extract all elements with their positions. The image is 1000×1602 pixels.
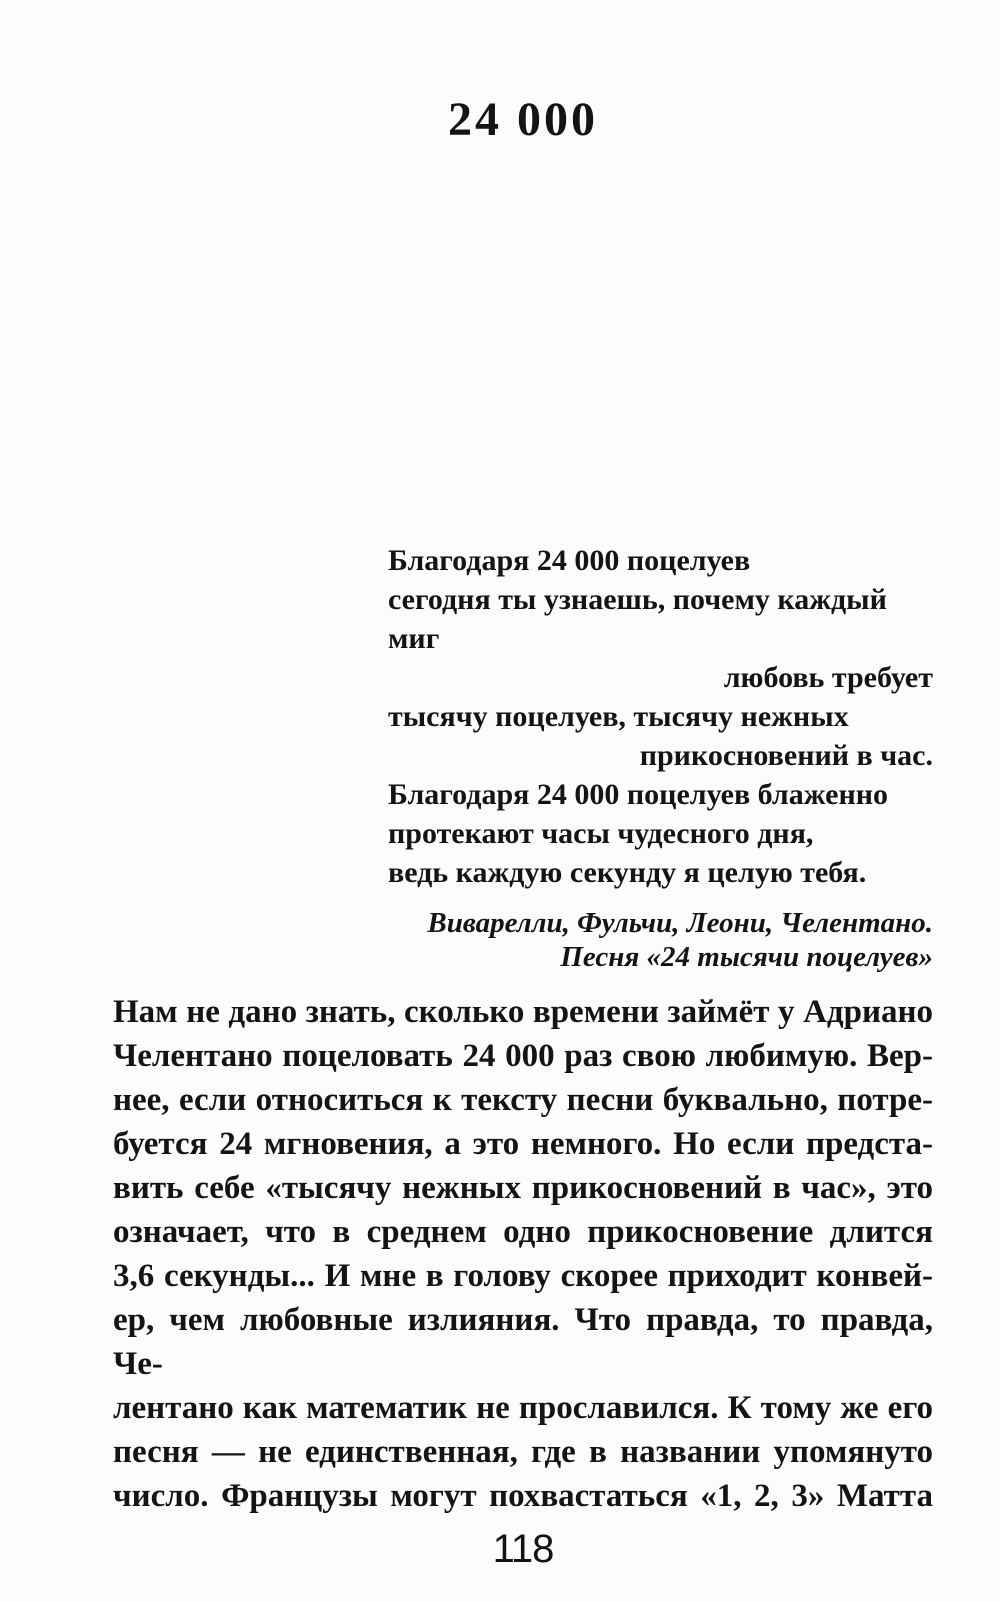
body-line: ер, чем любовные излияния. Что правда, то правда, Че- — [113, 1302, 933, 1382]
body-line: означает, что в среднем одно прикосновение длится — [113, 1214, 933, 1250]
body-line: песня — не единственная, где в названии упомянуто — [113, 1434, 933, 1470]
epigraph-line: сегодня ты узнаешь, почему каждый миг — [388, 583, 887, 655]
body-line: число. Французы могут похвастаться «1, 2, 3» Матта — [113, 1478, 933, 1514]
epigraph-line: ведь каждую секунду я целую тебя. — [388, 856, 867, 889]
body-line: вить себе «тысячу нежных прикосновений в час», это — [113, 1170, 933, 1206]
body-line: лентано как математик не прославился. К тому же его — [113, 1390, 933, 1426]
body-line: Нам не дано знать, сколько времени займёт у Адриано — [113, 994, 933, 1030]
chapter-title: 24 000 — [448, 93, 598, 146]
epigraph-attribution — [388, 906, 933, 974]
epigraph-line: тысячу поцелуев, тысячу нежных — [388, 700, 849, 733]
epigraph-line: любовь требует — [723, 661, 933, 694]
epigraph-line: прикосновений в час. — [639, 739, 933, 772]
epigraph-line: протекают часы чудесного дня, — [388, 817, 814, 850]
body-line: 3,6 секунды... И мне в голову скорее приходит конвей- — [113, 1258, 933, 1294]
epigraph-line: Благодаря 24 000 поцелуев блаженно — [388, 778, 889, 811]
body-line: нее, если относиться к тексту песни буквально, потре- — [113, 1082, 933, 1118]
epigraph — [388, 541, 933, 974]
epigraph-line: Благодаря 24 000 поцелуев — [388, 544, 751, 577]
body-paragraph — [113, 990, 933, 1518]
body-line: Челентано поцеловать 24 000 раз свою любимую. Вер- — [113, 1038, 933, 1074]
body-line: буется 24 мгновения, а это немного. Но если предста- — [113, 1126, 933, 1162]
page-number: 118 — [492, 1527, 554, 1571]
epigraph-attribution-line: Виварелли, Фульчи, Леони, Челентано. — [427, 907, 933, 939]
epigraph-attribution-line: Песня «24 тысячи поцелуев» — [560, 941, 933, 973]
